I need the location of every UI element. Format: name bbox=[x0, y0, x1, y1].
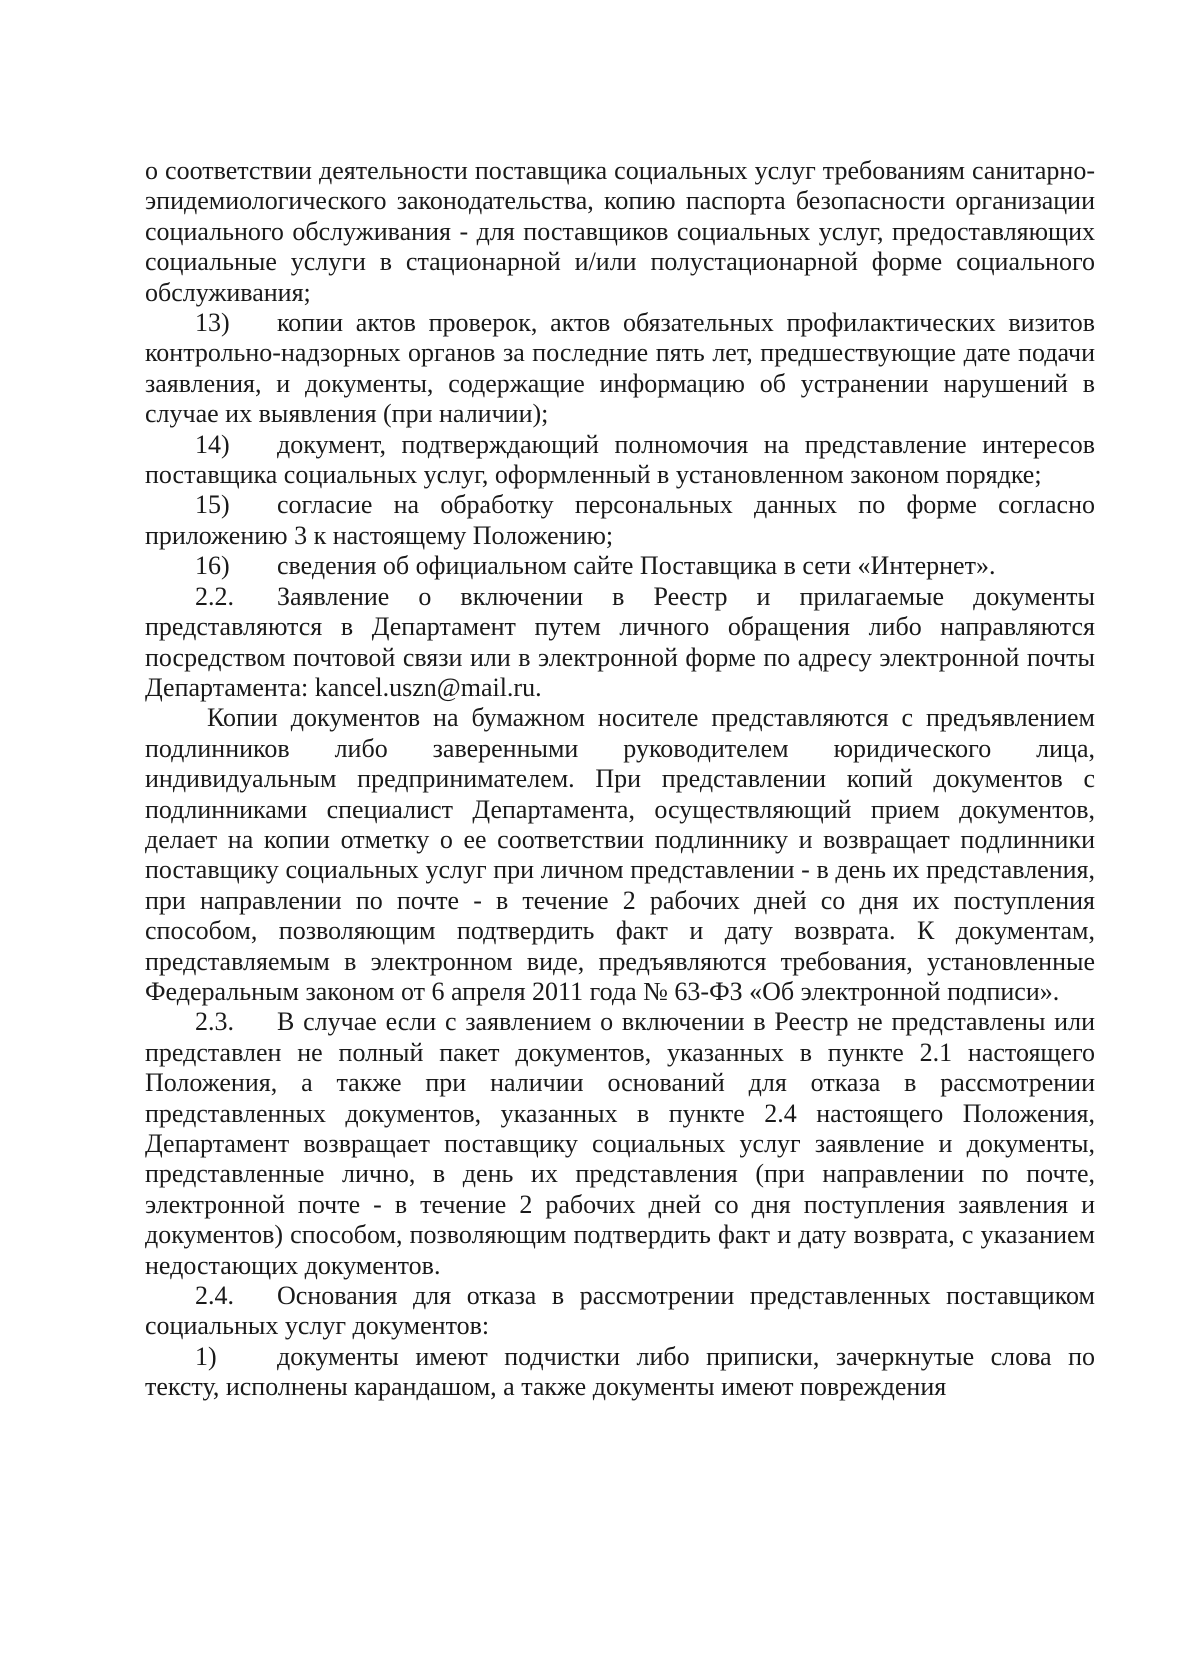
paragraph-item-14 bbox=[145, 430, 1095, 491]
paragraph-text: о соответствии деятельности поставщика социальных услуг требованиям санитарно-эпидемиологического законодательства, копию паспорта безопасности организации социального обслуживания - для поставщиков социальных услуг, предоставляющих социальные услуги в стационарной и/или полустационарной форме социального обслуживания; bbox=[145, 156, 1095, 307]
paragraph-text: Копии документов на бумажном носителе представляются с предъявлением подлинников либо заверенными руководителем юридического лица, индивидуальным предпринимателем. При представлении копий документов с подлинниками специалист Департамента, осуществляющий прием документов, делает на копии отметку о ее соответствии подлиннику и возвращает подлинники поставщику социальных услуг при личном представлении - в день их представления, при направлении по почте - в течение 2 рабочих дней со дня их поступления способом, позволяющим подтвердить факт и дату возврата. К документам, представляемым в электронном виде, предъявляются требования, установленные Федеральным законом от 6 апреля 2011 года № 63-ФЗ «Об электронной подписи». bbox=[145, 703, 1095, 1006]
paragraph-item-13 bbox=[145, 308, 1095, 430]
section-number: 2.3. bbox=[195, 1007, 234, 1037]
paragraph-text: документ, подтверждающий полномочия на представление интересов поставщика социальных услуг, оформленный в установленном законом порядке; bbox=[145, 429, 1095, 490]
paragraph-copies bbox=[145, 703, 1095, 1007]
item-number: 15) bbox=[195, 490, 230, 520]
paragraph-item-16 bbox=[145, 551, 1095, 581]
item-number: 16) bbox=[195, 551, 230, 581]
item-number: 1) bbox=[195, 1341, 217, 1371]
paragraph-section-2-3 bbox=[145, 1007, 1095, 1281]
paragraph-continuation bbox=[145, 156, 1095, 308]
paragraph-item-1 bbox=[145, 1342, 1095, 1403]
paragraph-text: документы имеют подчистки либо приписки, зачеркнутые слова по тексту, исполнены карандашом, а также документы имеют повреждения bbox=[145, 1341, 1095, 1402]
item-number: 14) bbox=[195, 429, 230, 459]
paragraph-text: В случае если с заявлением о включении в Реестр не представлены или представлен не полный пакет документов, указанных в пункте 2.1 настоящего Положения, а также при наличии оснований для отказа в рассмотрении представленных документов, указанных в пункте 2.4 настоящего Положения, Департамент возвращает поставщику социальных услуг заявление и документы, представленные лично, в день их представления (при направлении по почте, электронной почте - в течение 2 рабочих дней со дня поступления заявления и документов) способом, позволяющим подтвердить факт и дату возврата, с указанием недостающих документов. bbox=[145, 1007, 1095, 1280]
paragraph-item-15 bbox=[145, 490, 1095, 551]
paragraph-text: копии актов проверок, актов обязательных профилактических визитов контрольно-надзорных органов за последние пять лет, предшествующие дате подачи заявления, и документы, содержащие информацию об устранении нарушений в случае их выявления (при наличии); bbox=[145, 308, 1095, 429]
item-number: 13) bbox=[195, 308, 230, 338]
paragraph-text: Заявление о включении в Реестр и прилагаемые документы представляются в Департамент путем личного обращения либо направляются посредством почтовой связи или в электронной форме по адресу электронной почты Департамента: kancel.uszn@mail.ru. bbox=[145, 581, 1095, 702]
document-page bbox=[145, 156, 1095, 1403]
paragraph-text: согласие на обработку персональных данных по форме согласно приложению 3 к настоящему Положению; bbox=[145, 490, 1095, 550]
paragraph-text: Основания для отказа в рассмотрении представленных поставщиком социальных услуг документов: bbox=[145, 1281, 1095, 1341]
paragraph-section-2-4 bbox=[145, 1281, 1095, 1342]
section-number: 2.2. bbox=[195, 581, 234, 611]
paragraph-text: сведения об официальном сайте Поставщика в сети «Интернет». bbox=[277, 551, 996, 581]
section-number: 2.4. bbox=[195, 1281, 234, 1311]
paragraph-section-2-2 bbox=[145, 582, 1095, 704]
